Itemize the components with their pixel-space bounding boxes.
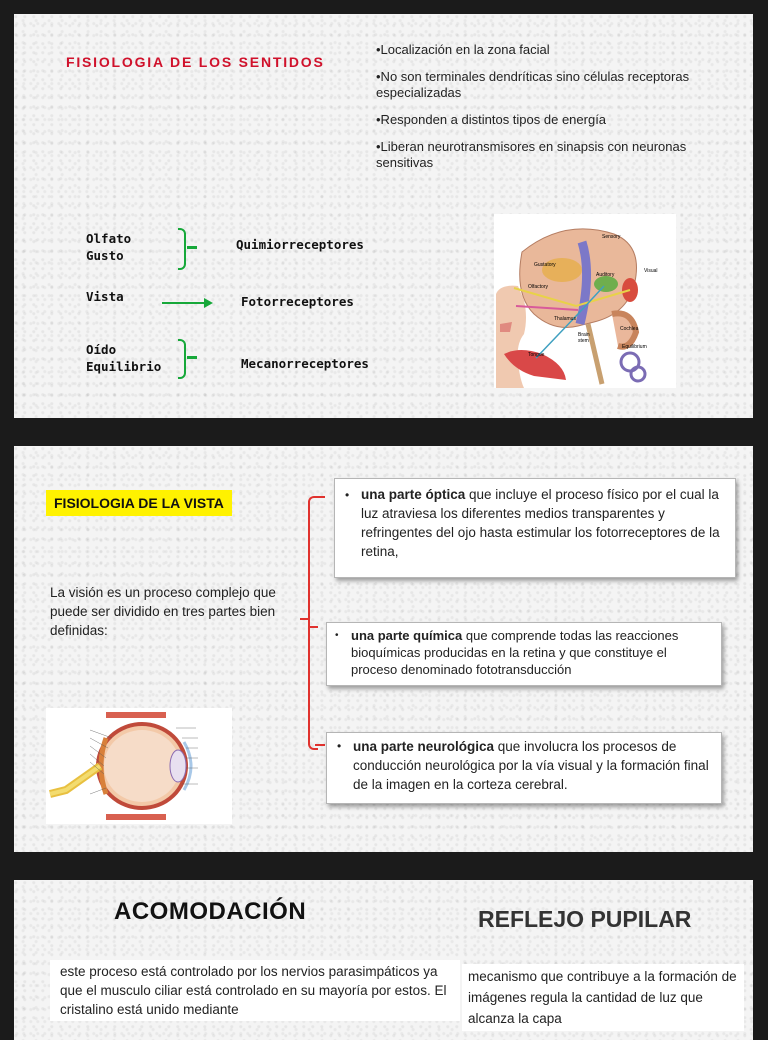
- vision-intro-text: La visión es un proceso complejo que puede ser dividido en tres partes bien definidas:: [50, 585, 276, 638]
- green-brace-mecano: [178, 339, 186, 379]
- slide1-bullet-list: [376, 42, 736, 182]
- slide-acomodacion-reflejo: [14, 880, 753, 1040]
- slide2-title: FISIOLOGIA DE LA VISTA: [46, 490, 232, 516]
- green-arrow-line: [162, 302, 206, 304]
- sense-equilibrio: Equilibrio: [86, 359, 162, 374]
- bullet-dot: •: [335, 630, 339, 641]
- card-bold-term: una parte neurológica: [353, 739, 495, 754]
- bullet-dot: •: [337, 739, 342, 753]
- slide-fisiologia-vista: [14, 446, 753, 852]
- sense-gusto: Gusto: [86, 248, 124, 263]
- brain-label: Olfactory: [528, 284, 549, 290]
- acomodacion-title: ACOMODACIÓN: [114, 898, 307, 925]
- red-bracket-mid: [308, 626, 318, 628]
- bullet-dot: •: [345, 488, 350, 502]
- green-brace-tip: [187, 246, 197, 249]
- sense-olfato: Olfato: [86, 231, 132, 246]
- card-text: que involucra los procesos de conducción neurológica por la vía visual y la formación final de la imagen en la corteza cerebral.: [353, 739, 709, 792]
- receptor-foto: Fotorreceptores: [241, 294, 354, 309]
- slide1-title: FISIOLOGIA DE LOS SENTIDOS: [66, 54, 325, 70]
- vision-part-chemical-card: [326, 622, 722, 686]
- reflejo-pupilar-text: mecanismo que contribuye a la formación de imágenes regula la cantidad de luz que alcanza la capa: [462, 964, 744, 1031]
- brain-label: Tongue: [528, 352, 545, 358]
- card-bold-term: una parte óptica: [361, 487, 466, 502]
- card-text: que comprende todas las reacciones bioquímicas producidas en la retina y que constituye el proceso denominado fototransducción: [351, 628, 679, 677]
- brain-label: Thalamus: [554, 316, 576, 322]
- brain-label: Auditory: [596, 272, 615, 278]
- card-text: que incluye el proceso físico por el cual la luz atraviesa los diferentes medios transparentes y refringentes del ojo hasta estimular los fotorreceptores de la retina,: [361, 487, 720, 559]
- receptor-quimio: Quimiorreceptores: [236, 237, 364, 252]
- red-bracket-tip: [300, 618, 308, 620]
- brain-label: Gustatory: [534, 262, 556, 268]
- bullet-item: •Liberan neurotransmisores en sinapsis con neuronas sensitivas: [376, 139, 687, 170]
- slide-fisiologia-sentidos: [14, 14, 753, 418]
- card-bold-term: una parte química: [351, 628, 463, 643]
- brain-label: Equilibrium: [622, 344, 647, 350]
- brain-senses-illustration: [494, 214, 676, 388]
- bullet-item: •Responden a distintos tipos de energía: [376, 112, 607, 127]
- reflejo-pupilar-title: REFLEJO PUPILAR: [478, 906, 692, 932]
- red-bracket-tip: [315, 496, 325, 498]
- red-bracket: [308, 496, 318, 750]
- acomodacion-text: este proceso está controlado por los nervios parasimpáticos ya que el musculo ciliar está controlado en su mayoría por estos. El cristalino está unido mediante: [50, 960, 460, 1021]
- eye-anatomy-illustration: [46, 708, 232, 824]
- green-brace-tip: [187, 356, 197, 359]
- brain-label: Brain stem: [578, 332, 590, 344]
- brain-label: Sensory: [602, 234, 621, 240]
- bullet-item: •Localización en la zona facial: [376, 42, 550, 57]
- brain-label: Cochlea: [620, 326, 639, 332]
- green-brace-quimio: [178, 228, 186, 270]
- vision-part-optical-card: [334, 478, 736, 578]
- green-arrow-head-icon: [204, 298, 213, 308]
- sense-oido: Oído: [86, 342, 117, 357]
- bullet-item: •No son terminales dendríticas sino células receptoras especializadas: [376, 69, 690, 100]
- vision-part-neurological-card: [326, 732, 722, 804]
- sense-vista: Vista: [86, 289, 124, 304]
- receptor-mecano: Mecanorreceptores: [241, 356, 369, 371]
- brain-label: Visual: [644, 268, 658, 274]
- red-bracket-tip: [315, 744, 325, 746]
